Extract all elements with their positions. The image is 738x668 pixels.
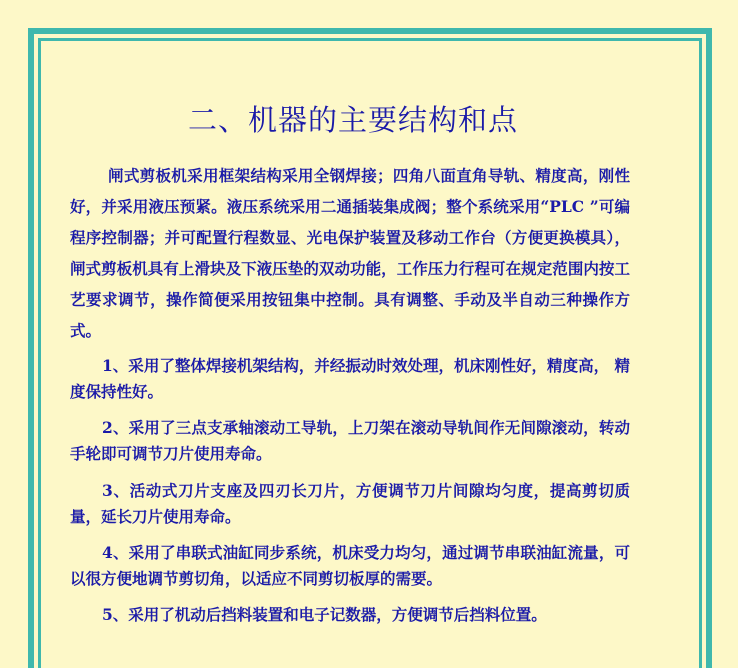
- page-title: 二、机器的主要结构和点: [188, 103, 519, 137]
- feature-item-1: 1、采用了整体焊接机架结构，并经振动时效处理，机床刚性好，精度高， 精度保持性好。: [70, 356, 630, 401]
- feature-item-2: 2、采用了三点支承轴滚动工导轨，上刀架在滚动导轨间作无间隙滚动，转动手轮即可调节刀片使用寿命。: [70, 418, 630, 463]
- feature-item-5: 5、采用了机动后挡料装置和电子记数器，方便调节后挡料位置。: [102, 605, 547, 624]
- feature-item-4: 4、采用了串联式油缸同步系统，机床受力均匀，通过调节串联油缸流量，可以很方便地调节剪切角，以适应不同剪切板厚的需要。: [70, 543, 630, 588]
- intro-paragraph: 闸式剪板机采用框架结构采用全钢焊接；四角八面直角导轨、精度高，刚性好，并采用液压预紧。液压系统采用二通插装集成阀；整个系统采用“PLC ”可编程序控制器；并可配置行程数显、光电保护装置及移动工作台（方便更换模具），闸式剪板机具有上滑块及下液压垫的双动功能，工作压力行程可在规定范围内按工艺要求调节，操作简便采用按钮集中控制。具有调整、手动及半自动三种操作方式。: [70, 166, 630, 340]
- feature-item-3: 3、活动式刀片支座及四刃长刀片，方便调节刀片间隙均匀度，提高剪切质量，延长刀片使用寿命。: [70, 481, 630, 526]
